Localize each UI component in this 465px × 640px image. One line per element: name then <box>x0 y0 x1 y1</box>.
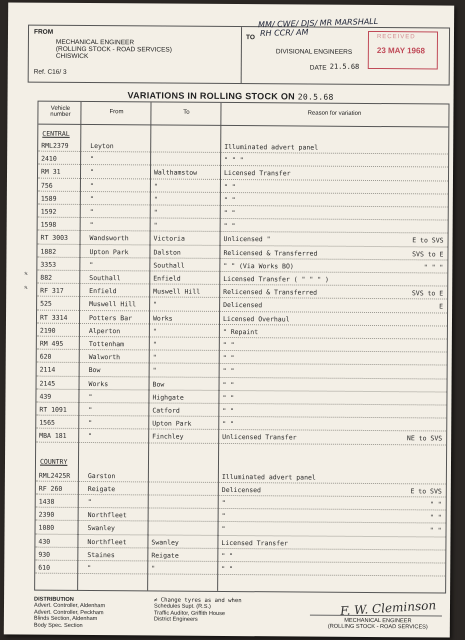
reason-text: Relicensed & Transferred <box>223 288 318 297</box>
to-depot: " <box>152 327 157 336</box>
status-note: SVS to E <box>411 289 444 298</box>
vehicle-number: 1565 <box>39 418 55 427</box>
vehicle-number: 882 <box>40 273 53 282</box>
distribution-line: District Engineers <box>153 616 198 624</box>
sign-title-2: (ROLLING STOCK - ROAD SERVICES) <box>327 624 428 631</box>
to-depot: " <box>152 353 157 362</box>
distribution-line: Advert. Controller, Aldenham <box>33 603 106 610</box>
variations-table <box>34 101 449 594</box>
vehicle-number: 439 <box>39 392 52 401</box>
reason-text: " " <box>222 340 235 350</box>
stamp-top: RECEIVED <box>376 34 416 41</box>
from-label: FROM <box>33 28 54 36</box>
reason-text: Unlicensed " <box>223 235 271 244</box>
from-line-2: (ROLLING STOCK - ROAD SERVICES) <box>55 45 172 54</box>
col-to-header: To <box>183 109 190 116</box>
vehicle-number: RT 1091 <box>39 405 67 414</box>
status-note: " " " <box>423 263 444 272</box>
status-note: " " <box>429 500 442 509</box>
vehicle-number: 1080 <box>38 524 55 533</box>
status-note: " " <box>429 513 442 522</box>
reason-text: " " " <box>224 156 244 165</box>
reason-text: Delicensed <box>221 485 261 495</box>
stamp-date: 23 MAY 1968 <box>376 46 425 56</box>
from-depot: Wandsworth <box>89 234 129 243</box>
distribution-middle <box>154 597 242 623</box>
vehicle-number: 2114 <box>39 366 56 375</box>
distribution-line: Traffic Auditor, Griffith House <box>153 610 226 617</box>
reason-text: " " <box>223 195 236 204</box>
reason-text: Delicensed <box>223 301 263 310</box>
reason-text: " " <box>222 354 235 363</box>
from-depot: Southall <box>89 274 121 283</box>
signatory-title <box>322 618 434 632</box>
from-depot: " <box>89 260 94 269</box>
status-note: SVS to E <box>412 249 444 259</box>
distribution-line: Blinds Section, Aldenham <box>33 615 98 623</box>
from-depot: Leyton <box>90 142 114 151</box>
to-depot: Muswell Hill <box>153 287 201 296</box>
from-depot: Bow <box>88 366 101 375</box>
col-vehicle-header: Vehicle number <box>50 105 71 118</box>
reason-text: Illuminated advert panel <box>221 472 316 482</box>
from-depot: Upton Park <box>89 247 129 256</box>
to-depot: " <box>153 300 158 309</box>
margin-mark: ≠ <box>23 285 31 290</box>
vehicle-number: 2410 <box>41 154 57 163</box>
from-depot: " <box>88 406 93 415</box>
reason-text: " <box>221 512 226 521</box>
status-note: NE to SVS <box>406 434 443 443</box>
col-from-header: From <box>109 109 124 116</box>
reason-text: " " (Via Works BO) <box>223 261 294 271</box>
reason-text: " " <box>223 222 236 231</box>
to-depot: " <box>153 221 158 230</box>
vehicle-number: RML2425R <box>38 471 71 480</box>
from-depot: " <box>89 181 94 190</box>
vehicle-number: 1438 <box>38 497 55 506</box>
status-note: E <box>439 302 444 311</box>
from-depot: Staines <box>87 550 115 560</box>
from-line-3: CHISWICK <box>55 52 89 61</box>
reason-text: " " <box>222 380 235 389</box>
reason-text: Relicensed & Transferred <box>223 248 318 258</box>
to-depot: Finchley <box>152 432 184 442</box>
to-depot: " <box>152 366 157 375</box>
from-depot: " <box>88 432 93 441</box>
to-printed: DIVISIONAL ENGINEERS <box>275 48 353 56</box>
to-depot: Reigate <box>151 551 179 560</box>
vehicle-number: 1598 <box>40 220 57 229</box>
table-row <box>36 428 446 446</box>
vehicle-number: RF 317 <box>40 286 64 296</box>
from-depot: Enfield <box>89 287 117 296</box>
reference: Ref. C16/ 3 <box>33 68 67 76</box>
date-label: DATE <box>309 64 327 72</box>
to-depot: Bow <box>152 380 165 389</box>
document-page <box>4 2 454 637</box>
vehicle-number: RML2379 <box>41 141 69 150</box>
to-depot: " <box>153 182 158 191</box>
section-country: COUNTRY <box>39 457 68 466</box>
to-depot: " <box>153 208 158 217</box>
vehicle-number: 2390 <box>38 510 55 519</box>
vehicle-number: RM 495 <box>39 339 64 348</box>
to-depot: Victoria <box>153 234 185 244</box>
reason-text: " " <box>222 406 235 416</box>
reason-text: Licensed Transfer <box>221 538 289 548</box>
from-line-1: MECHANICAL ENGINEER <box>55 38 135 47</box>
vehicle-number: 525 <box>40 300 52 309</box>
from-depot: Reigate <box>87 484 116 494</box>
vehicle-number: 756 <box>40 181 53 190</box>
vehicle-number: RT 3003 <box>40 234 69 243</box>
from-depot: Potters Bar <box>88 313 133 322</box>
vehicle-number: 2145 <box>39 379 56 388</box>
vehicle-number: 1882 <box>40 247 57 256</box>
margin-mark: ≠ <box>23 271 31 276</box>
from-depot: Alperton <box>88 326 121 336</box>
status-note: E to SVS <box>410 487 442 496</box>
from-depot: Works <box>88 379 109 388</box>
sign-title-1: MECHANICAL ENGINEER <box>344 617 412 625</box>
from-depot: " <box>88 419 93 428</box>
title-text: VARIATIONS IN ROLLING STOCK ON <box>127 90 296 102</box>
from-depot: " <box>89 208 94 217</box>
from-depot: " <box>89 221 94 230</box>
vehicle-number: 3353 <box>40 260 57 269</box>
distribution-label: DISTRIBUTION <box>34 596 74 603</box>
status-note: E to SVS <box>412 236 444 245</box>
reason-text: " " <box>223 208 236 218</box>
vehicle-number: 430 <box>38 537 51 546</box>
distribution-line: Advert. Controller, Peckham <box>33 609 104 616</box>
from-depot: " <box>90 155 95 164</box>
vehicle-number: 1592 <box>40 207 57 216</box>
to-label: TO <box>245 34 255 42</box>
to-depot: " <box>152 340 157 349</box>
reason-text: " " <box>222 367 235 376</box>
reason-text: " " <box>221 551 234 560</box>
reason-text: Unlicensed Transfer <box>222 433 297 442</box>
to-handwritten: MM/ CWE/ DJS/ MR MARSHALL <box>257 16 379 30</box>
vehicle-number: 610 <box>38 563 51 572</box>
from-depot: " <box>87 564 92 573</box>
reason-text: " <box>221 498 226 507</box>
to-depot: Dalston <box>153 248 181 257</box>
reason-text: " " <box>222 393 235 402</box>
to-handwritten-2: RH CCR/ AM <box>259 27 309 39</box>
from-depot: " <box>88 392 93 401</box>
vehicle-number: MBA 181 <box>39 432 67 441</box>
to-depot: " <box>153 195 158 204</box>
section-central: CENTRAL <box>42 129 70 138</box>
from-depot: Tottenham <box>88 340 125 349</box>
distribution-line: Schedules Supt. (R.S.) <box>153 603 211 611</box>
header-rule <box>38 124 448 128</box>
reason-text: Illuminated advert panel <box>224 142 319 152</box>
from-depot: Northfleet <box>87 511 127 520</box>
received-stamp <box>368 31 438 69</box>
to-depot: Works <box>152 314 173 323</box>
from-depot: " <box>89 194 94 203</box>
from-depot: " <box>89 168 94 177</box>
from-depot: Northfleet <box>87 537 127 546</box>
vehicle-number: 1589 <box>40 194 57 203</box>
reason-text: " Repaint <box>222 327 259 337</box>
from-depot: Swanley <box>87 524 115 533</box>
vehicle-number: 930 <box>38 550 51 559</box>
reason-text: Licensed Overhaul <box>222 314 290 324</box>
header-divider <box>241 27 242 83</box>
vehicle-number: RT 3314 <box>39 313 68 322</box>
to-depot: Swanley <box>151 538 179 547</box>
vehicle-number: 620 <box>39 352 52 361</box>
reason-text: Licensed Transfer <box>223 169 291 178</box>
title-date: 20.5.68 <box>297 92 334 102</box>
date-value: 21.5.68 <box>329 62 360 71</box>
reason-text: " " <box>222 420 235 429</box>
to-depot: " <box>151 564 156 573</box>
reason-text: " " <box>221 564 234 574</box>
to-depot: Upton Park <box>152 419 192 428</box>
signature: F. W. Cleminson <box>339 598 437 619</box>
distribution-block <box>34 597 105 630</box>
reason-text: " <box>221 525 226 534</box>
reason-text: Licensed Transfer ( " " " ) <box>223 274 329 284</box>
from-depot: Walworth <box>88 353 121 362</box>
tyre-note: ≠ Change tyres as and when <box>154 597 242 605</box>
from-depot: Garston <box>87 471 116 480</box>
from-depot: Muswell Hill <box>89 300 137 309</box>
distribution-line: Body Spec. Section <box>33 622 83 629</box>
vehicle-number: RF 260 <box>38 484 63 493</box>
to-depot: Highgate <box>152 393 184 402</box>
to-depot: Enfield <box>153 274 181 283</box>
vehicle-number: 2190 <box>39 326 56 335</box>
table-row <box>35 560 445 578</box>
col-reason-header: Reason for variation <box>307 110 362 117</box>
from-depot: " <box>87 498 92 507</box>
to-depot: Walthamstow <box>153 168 198 178</box>
to-depot: Southall <box>153 261 185 270</box>
signature-line <box>310 615 442 617</box>
vehicle-number: RM 31 <box>41 168 61 177</box>
status-note: " " <box>429 526 442 535</box>
reason-text: " " <box>223 182 236 191</box>
to-depot: Catford <box>152 406 180 415</box>
